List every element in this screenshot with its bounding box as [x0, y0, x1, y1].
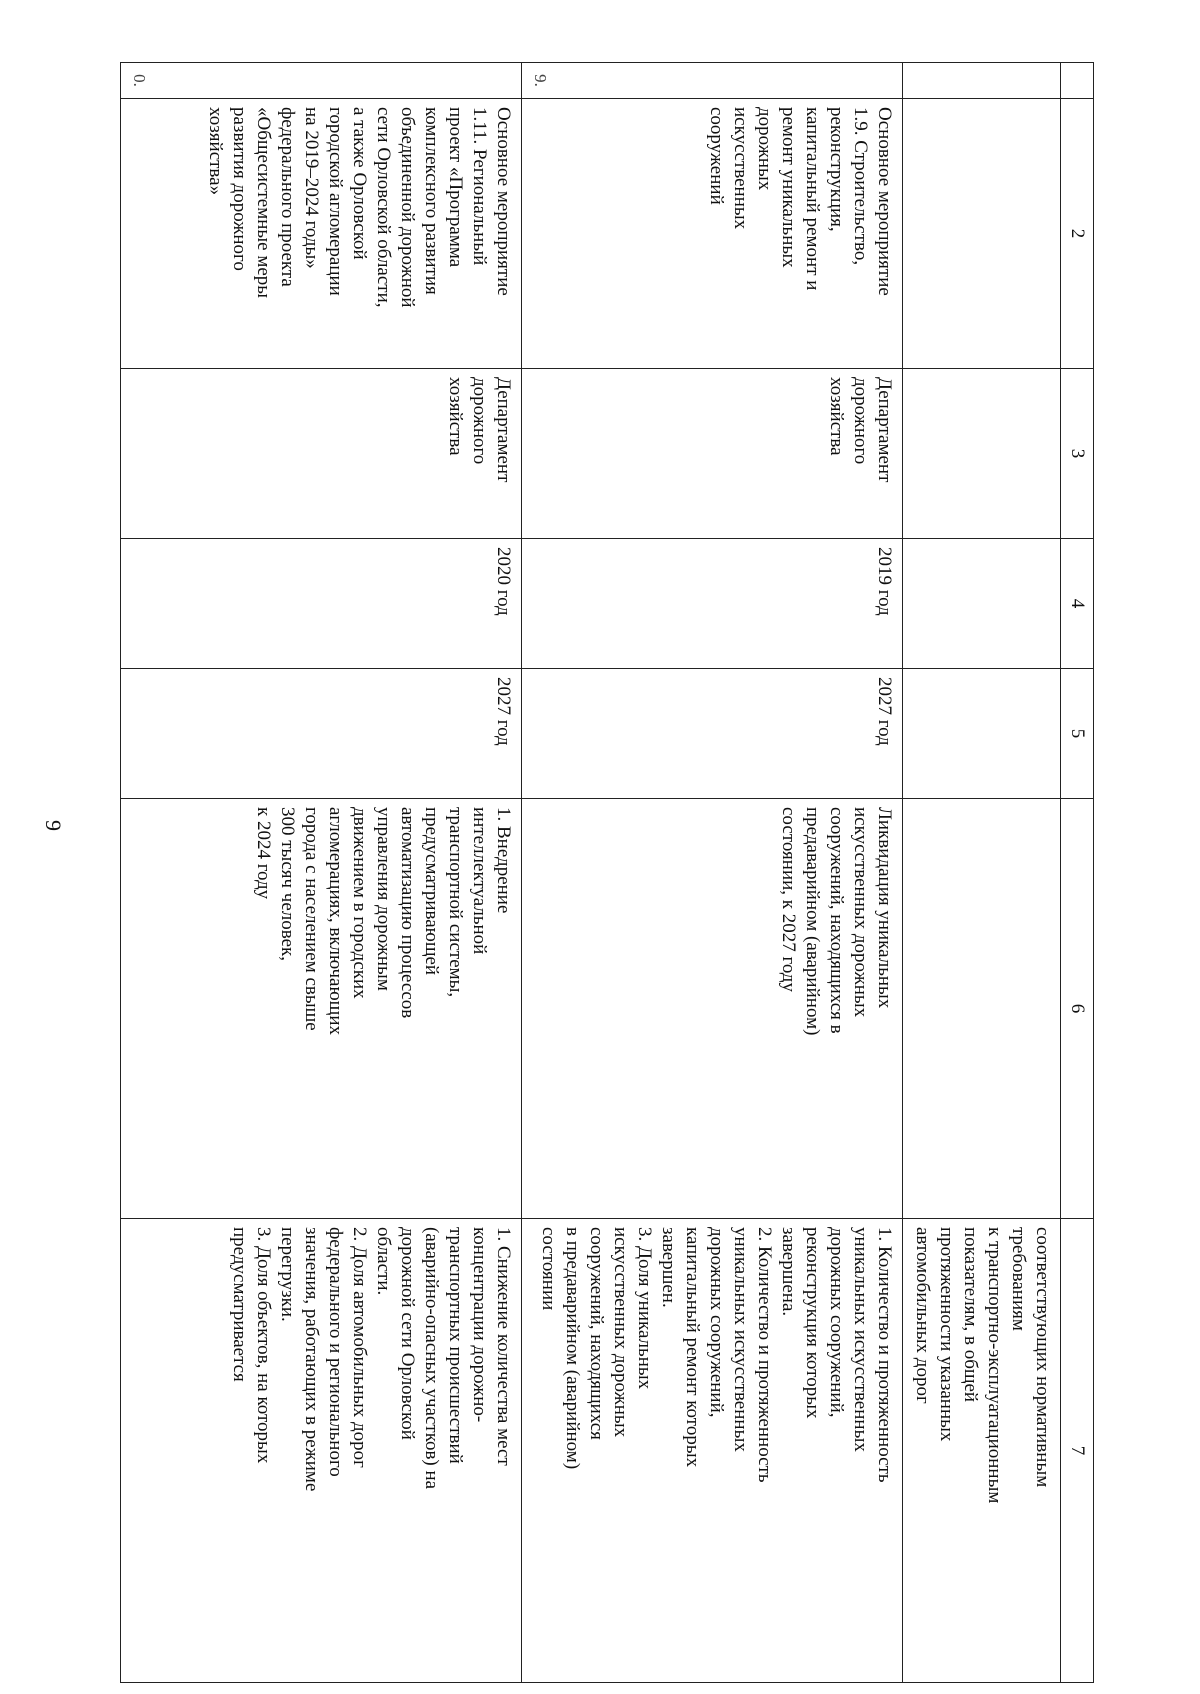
table-row	[903, 63, 1060, 1683]
document-table-rotated	[120, 62, 1094, 1682]
indicators: 1. Количество и протяженность уникальных искусственных дорожных сооружений, реконструкция которых завершена. 2. Количество и протяженность уникальных искусственных дорожных сооружений, капитальный ремонт которых завершен. 3. Доля уникальных искусственных дорожных сооружений, находящихся в предаварийном (аварийном) состоянии	[522, 1219, 903, 1683]
start-year	[903, 539, 1060, 669]
expected-result: Ликвидация уникальных искусственных дорожных сооружений, находящихся в предаварийном (аварийном) состоянии, к 2027 году	[522, 799, 903, 1219]
measures-table	[120, 62, 1094, 1683]
end-year: 2027 год	[121, 669, 522, 799]
executor: Департамент дорожного хозяйства	[121, 369, 522, 539]
end-year: 2027 год	[522, 669, 903, 799]
col-header-5: 5	[1060, 669, 1093, 799]
row-number	[903, 63, 1060, 99]
row-number: 9.	[522, 63, 903, 99]
row-number: 0.	[121, 63, 522, 99]
col-header-2: 2	[1060, 99, 1093, 369]
col-header-6: 6	[1060, 799, 1093, 1219]
start-year: 2019 год	[522, 539, 903, 669]
col-header-3: 3	[1060, 369, 1093, 539]
table-row	[522, 63, 903, 1683]
executor: Департамент дорожного хозяйства	[522, 369, 903, 539]
measure-name: Основное мероприятие 1.9. Строительство, реконструкция, капитальный ремонт и ремонт уникальных дорожных искусственных сооружений	[522, 99, 903, 369]
col-header-4: 4	[1060, 539, 1093, 669]
expected-result: 1. Внедрение интеллектуальной транспортной системы, предусматривающей автоматизацию процессов управления дорожным движением в городских агломерациях, включающих города с населением свыше 300 тысяч человек, к 2024 году	[121, 799, 522, 1219]
executor	[903, 369, 1060, 539]
measure-name	[903, 99, 1060, 369]
indicators: 1. Снижение количества мест концентрации дорожно- транспортных происшествий (аварийно-опасных участков) на дорожной сети Орловской области. 2. Доля автомобильных дорог федерального и регионального значения, работающих в режиме перегрузки. 3. Доля объектов, на которых предусматривается	[121, 1219, 522, 1683]
col-header-7: 7	[1060, 1219, 1093, 1683]
column-number-row	[1060, 63, 1093, 1683]
expected-result	[903, 799, 1060, 1219]
end-year	[903, 669, 1060, 799]
indicators: соответствующих нормативным требованиям к транспортно-эксплуатационным показателям, в общей протяженности указанных автомобильных дорог	[903, 1219, 1060, 1683]
start-year: 2020 год	[121, 539, 522, 669]
col-header-1	[1060, 63, 1093, 99]
measure-name: Основное мероприятие 1.11. Региональный проект «Программа комплексного развития объединенной дорожной сети Орловской области, а также Орловской городской агломерации на 2019–2024 годы» федерального проекта «Общесистемные меры развития дорожного хозяйства»	[121, 99, 522, 369]
table-row	[121, 63, 522, 1683]
page-number: 9	[41, 820, 66, 831]
